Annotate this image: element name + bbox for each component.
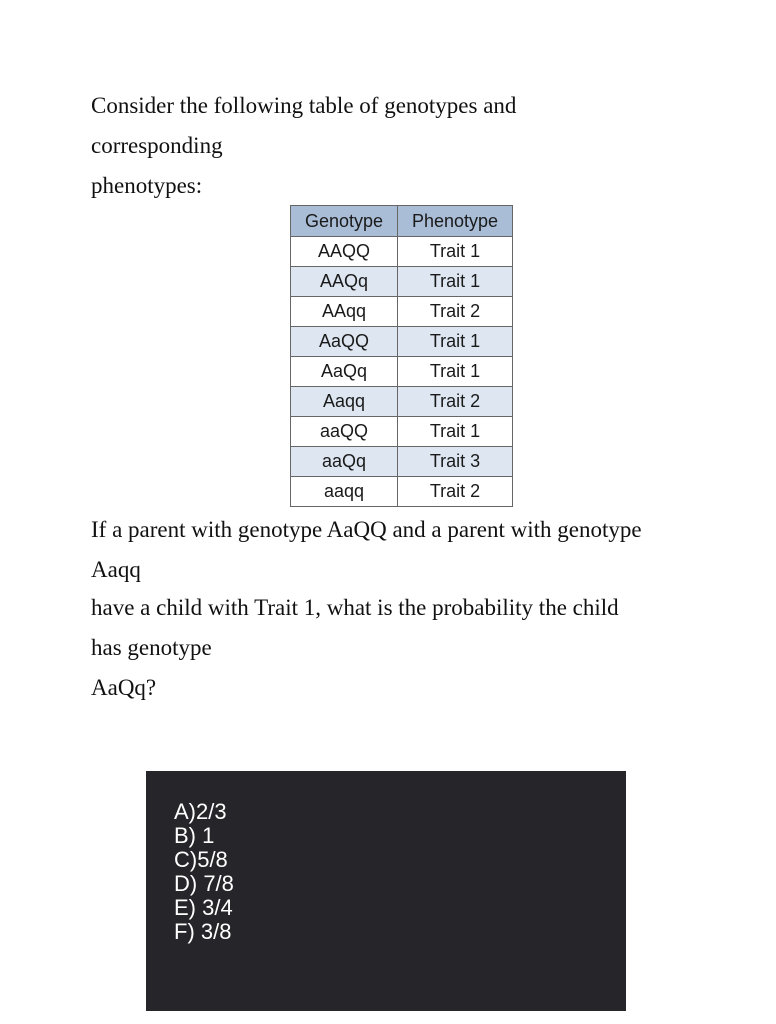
genotype-cell: AAqq — [291, 297, 398, 327]
table-header-row — [291, 206, 513, 237]
table-row — [291, 267, 513, 297]
table-row — [291, 327, 513, 357]
genotype-column-header: Genotype — [291, 206, 398, 237]
genotype-cell: Aaqq — [291, 387, 398, 417]
answer-choice-e: E) 3/4 — [174, 895, 233, 920]
question-line-5: AaQq? — [91, 675, 157, 700]
genotype-cell: aaqq — [291, 477, 398, 507]
phenotype-cell: Trait 1 — [398, 267, 513, 297]
genotype-cell: aaQq — [291, 447, 398, 477]
intro-line-3: phenotypes: — [91, 173, 203, 198]
genotype-cell: AAQQ — [291, 237, 398, 267]
answer-choice-f: F) 3/8 — [174, 919, 232, 944]
phenotype-cell: Trait 1 — [398, 327, 513, 357]
genotype-cell: aaQQ — [291, 417, 398, 447]
table-row — [291, 387, 513, 417]
table-row — [291, 447, 513, 477]
genotype-cell: AaQQ — [291, 327, 398, 357]
table-row — [291, 477, 513, 507]
question-line-1: If a parent with genotype AaQQ and a parent with genotype — [91, 517, 642, 542]
question-line-4: has genotype — [91, 635, 212, 660]
genotype-cell: AAQq — [291, 267, 398, 297]
question-line-2: Aaqq — [91, 557, 141, 582]
phenotype-cell: Trait 1 — [398, 237, 513, 267]
phenotype-cell: Trait 1 — [398, 357, 513, 387]
intro-line-1: Consider the following table of genotypes and — [91, 93, 517, 118]
table-row — [291, 357, 513, 387]
phenotype-cell: Trait 2 — [398, 387, 513, 417]
answer-choices-box — [146, 771, 626, 1011]
phenotype-cell: Trait 2 — [398, 477, 513, 507]
table-row — [291, 237, 513, 267]
answer-choice-c: C)5/8 — [174, 847, 228, 872]
phenotype-cell: Trait 1 — [398, 417, 513, 447]
genotype-cell: AaQq — [291, 357, 398, 387]
answer-choice-b: B) 1 — [174, 823, 215, 848]
table-row — [291, 417, 513, 447]
answer-choice-a: A)2/3 — [174, 799, 227, 824]
question-line-3: have a child with Trait 1, what is the probability the child — [91, 595, 619, 620]
phenotype-column-header: Phenotype — [398, 206, 513, 237]
phenotype-cell: Trait 3 — [398, 447, 513, 477]
genotype-phenotype-table — [290, 205, 513, 507]
answer-choices-list — [174, 800, 234, 944]
table-row — [291, 297, 513, 327]
phenotype-cell: Trait 2 — [398, 297, 513, 327]
intro-line-2: corresponding — [91, 133, 223, 158]
answer-choice-d: D) 7/8 — [174, 871, 234, 896]
